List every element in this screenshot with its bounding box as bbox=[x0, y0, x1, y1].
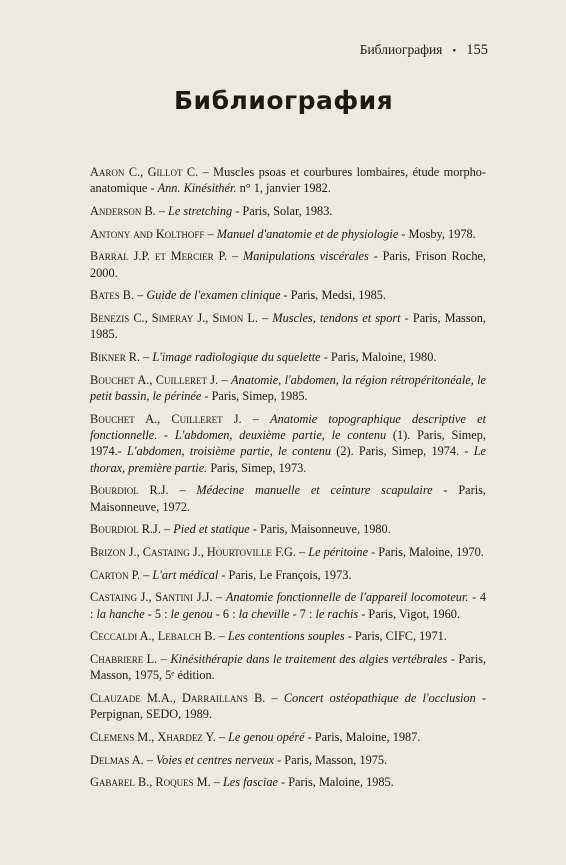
entry-text: - Paris, Masson, 1975, 5ᵉ édition. bbox=[90, 651, 486, 683]
bibliography-entry bbox=[90, 729, 486, 745]
bibliography-entry bbox=[90, 774, 486, 790]
entry-text: - Paris, Simep, 1985. bbox=[201, 389, 308, 403]
bibliography-entry bbox=[90, 690, 486, 723]
entry-text: - Paris, Le François, 1973. bbox=[218, 567, 352, 582]
bibliography-entry bbox=[90, 248, 486, 281]
entry-text: - 4 : bbox=[90, 590, 487, 621]
entry-authors: Clauzade M.A., Darraillans B. bbox=[90, 690, 266, 705]
bibliography-entry bbox=[90, 203, 486, 219]
entry-work-title: Muscles, tendons et sport bbox=[272, 311, 401, 326]
entry-text: - Paris, Maisonneuve, 1980. bbox=[249, 522, 391, 537]
entry-authors: Barral J.P. et Mercier P. bbox=[90, 249, 228, 264]
entry-text: – bbox=[241, 411, 271, 426]
entry-text: - Paris, Maloine, 1987. bbox=[304, 729, 421, 744]
bibliography-entry bbox=[90, 482, 486, 515]
bibliography-entry bbox=[90, 752, 486, 768]
entry-authors: Bates B. bbox=[90, 288, 135, 303]
header-section-title: Библиография bbox=[359, 42, 443, 57]
bibliography-entry bbox=[90, 411, 486, 476]
entry-work-title: Les contentions souples bbox=[227, 629, 345, 644]
entry-text: – bbox=[227, 249, 244, 264]
entry-work-title: Anatomie fonctionnelle de l'appareil locomoteur. bbox=[225, 590, 469, 605]
entry-work-title: la hanche bbox=[96, 606, 145, 621]
entry-text: – bbox=[157, 651, 171, 666]
bibliography-entry bbox=[90, 544, 486, 560]
entry-work-title: Le péritoine bbox=[308, 544, 369, 559]
entry-work-title: le genou bbox=[170, 606, 213, 621]
entry-work-title: Guide de l'examen clinique bbox=[146, 288, 281, 303]
entry-work-title: Le thorax, première partie. bbox=[90, 444, 486, 475]
entry-work-title: Les fasciae bbox=[222, 775, 278, 790]
entry-text: – bbox=[168, 483, 197, 498]
entry-text: (1). Paris, Simep, 1974.- bbox=[90, 427, 486, 459]
entry-authors: Castaing J., Santini J.J. bbox=[90, 590, 213, 605]
entry-work-title: Médecine manuelle et ceinture scapulaire bbox=[196, 483, 433, 498]
entry-text: - Mosby, 1978. bbox=[398, 226, 476, 241]
entry-authors: Brizon J., Castaing J., Hourtoville F.G. bbox=[90, 544, 296, 559]
page-title: Библиография bbox=[174, 86, 394, 115]
entry-work-title: Le genou opéré bbox=[228, 729, 305, 744]
entry-text: - Paris, Solar, 1983. bbox=[232, 203, 333, 218]
running-header bbox=[360, 42, 488, 59]
entry-authors: Anderson B. bbox=[90, 203, 156, 218]
entry-text: - 6 : bbox=[212, 606, 239, 621]
entry-authors: Benezis C., Simeray J., Simon L. bbox=[90, 311, 259, 326]
entry-authors: Bikner R. bbox=[90, 350, 141, 365]
entry-work-title: le rachis bbox=[315, 606, 359, 621]
bibliography-entry bbox=[90, 628, 486, 644]
entry-text: - Paris, Vigot, 1960. bbox=[358, 606, 461, 621]
bibliography-entry bbox=[90, 226, 486, 242]
bibliography-entry bbox=[90, 521, 486, 537]
entry-text: – Muscles psoas et courbures lombaires, étude morpho-anatomique - bbox=[90, 165, 486, 196]
entry-authors: Ceccaldi A., Lebalch B. bbox=[90, 629, 216, 644]
entry-authors: Antony and Kolthoff bbox=[90, 226, 205, 241]
entry-text: – bbox=[134, 288, 147, 303]
header-bullet: • bbox=[452, 45, 457, 57]
entry-authors: Bourdiol R.J. bbox=[90, 483, 169, 498]
entry-text: – bbox=[212, 590, 226, 605]
bibliography-entry bbox=[90, 164, 486, 197]
entry-text: n° 1, janvier 1982. bbox=[236, 181, 331, 196]
entry-authors: Aaron C., Gillot C. bbox=[90, 165, 199, 179]
entry-authors: Clemens M., Xhardez Y. bbox=[90, 729, 216, 744]
entry-work-title: Ann. Kinésithér. bbox=[157, 181, 237, 196]
entry-text: - Paris, Frison Roche, 2000. bbox=[90, 249, 487, 280]
entry-text: – bbox=[258, 311, 273, 326]
entry-authors: Bouchet A., Cuilleret J. bbox=[90, 372, 219, 387]
entry-work-title: Manipulations viscérales bbox=[243, 249, 369, 264]
entry-text: - 5 : bbox=[144, 606, 171, 621]
entry-text: - Paris, Medsi, 1985. bbox=[280, 288, 386, 303]
entry-work-title: Kinésithérapie dans le traitement des algies vertébrales bbox=[170, 651, 448, 666]
entry-text: – bbox=[155, 203, 169, 218]
entry-work-title: L'art médical bbox=[152, 567, 219, 582]
bibliography-entry bbox=[90, 567, 486, 583]
entry-work-title: L'image radiologique du squelette bbox=[152, 350, 321, 365]
entry-text: – bbox=[204, 226, 217, 241]
entry-text: - 7 : bbox=[289, 606, 316, 621]
entry-text: - Paris, Maloine, 1985. bbox=[277, 775, 394, 790]
entry-text: - Paris, Masson, 1985. bbox=[90, 311, 486, 342]
entry-authors: Chabriere L. bbox=[90, 651, 158, 666]
entry-text: - Paris, CIFC, 1971. bbox=[344, 629, 447, 644]
entry-work-title: L'abdomen, troisième partie, le contenu bbox=[126, 444, 332, 459]
page-number: 155 bbox=[466, 42, 488, 58]
entry-work-title: Anatomie topographique descriptive et fonctionnelle. - L'abdomen, deuxième partie, le contenu bbox=[90, 411, 487, 442]
entry-text: Paris, Simep, 1973. bbox=[207, 460, 307, 475]
entry-work-title: Anatomie, l'abdomen, la région rétropéritonéale, le petit bassin, le périnée bbox=[90, 372, 486, 403]
entry-text: – bbox=[160, 522, 174, 537]
entry-text: – bbox=[295, 544, 309, 559]
bibliography-entry bbox=[90, 287, 486, 303]
entry-text: – bbox=[218, 372, 232, 387]
entry-authors: Bouchet A., Cuilleret J. bbox=[90, 411, 242, 426]
bibliography-entry bbox=[90, 589, 486, 622]
entry-work-title: Concert ostéopathique de l'occlusion bbox=[283, 690, 476, 705]
entry-text: (2). Paris, Simep, 1974. - bbox=[331, 444, 474, 459]
entry-text: – bbox=[265, 690, 284, 705]
entry-work-title: Pied et statique bbox=[173, 522, 250, 537]
entry-work-title: Manuel d'anatomie et de physiologie bbox=[216, 226, 399, 241]
entry-text: – bbox=[215, 729, 229, 744]
bibliography-entry bbox=[90, 349, 486, 365]
bibliography-entry bbox=[90, 310, 486, 343]
bibliography-list bbox=[90, 164, 486, 797]
entry-text: - Paris, Maisonneuve, 1972. bbox=[90, 483, 486, 514]
bibliography-entry bbox=[90, 651, 486, 684]
entry-text: - Paris, Masson, 1975. bbox=[274, 752, 388, 767]
entry-work-title: Le stretching bbox=[168, 203, 233, 218]
entry-authors: Bourdiol R.J. bbox=[90, 522, 161, 537]
bibliography-entry bbox=[90, 372, 486, 405]
entry-work-title: Voies et centres nerveux bbox=[156, 752, 275, 767]
entry-text: – bbox=[143, 752, 157, 767]
entry-text: – bbox=[140, 350, 153, 365]
entry-text: - Perpignan, SEDO, 1989. bbox=[90, 690, 486, 722]
entry-work-title: la cheville bbox=[238, 606, 290, 621]
entry-text: – bbox=[140, 567, 153, 582]
entry-text: - Paris, Maloine, 1970. bbox=[368, 544, 484, 559]
entry-text: – bbox=[210, 775, 223, 790]
entry-authors: Carton P. bbox=[90, 567, 141, 582]
entry-text: – bbox=[215, 629, 228, 644]
entry-authors: Delmas A. bbox=[90, 752, 144, 767]
entry-text: - Paris, Maloine, 1980. bbox=[320, 350, 437, 365]
entry-authors: Gabarel B., Roques M. bbox=[90, 775, 211, 790]
